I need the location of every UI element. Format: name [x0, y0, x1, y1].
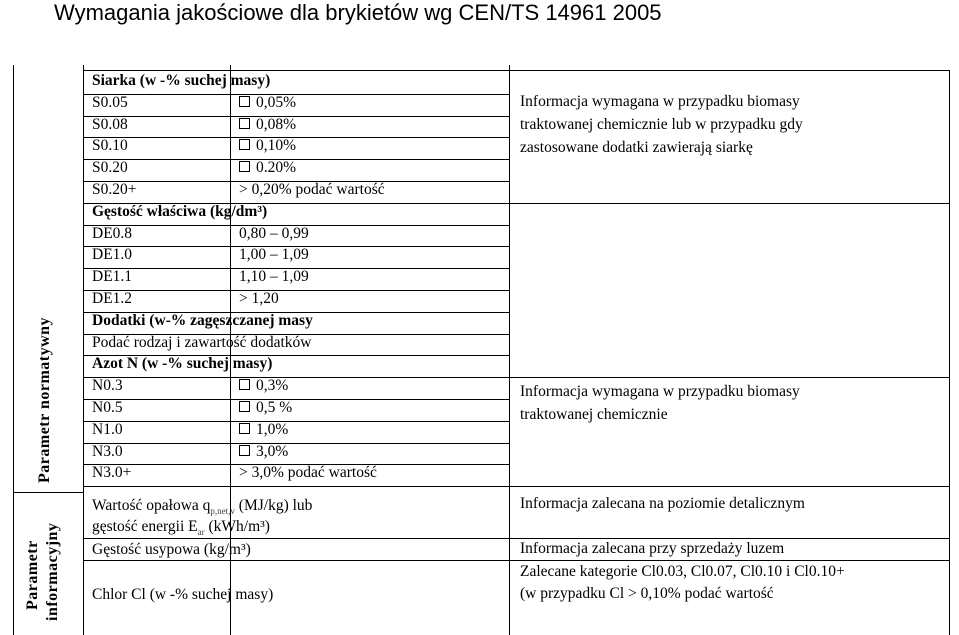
table-row-label: S0.10: [92, 137, 128, 155]
table-row-value-text: 1,10 – 1,09: [239, 268, 309, 286]
calorific-unit: (MJ/kg) lub: [238, 497, 313, 514]
table-row-label: Dodatki (w-% zagęszczanej masy: [92, 311, 313, 329]
table-border-column-3: [509, 65, 510, 635]
side-label-informative-1: Parametr: [24, 540, 41, 610]
energy-label-text: gęstość energii E: [92, 518, 198, 535]
table-row-label: N3.0: [92, 442, 123, 460]
energy-unit: (kWh/m³): [208, 518, 270, 535]
table-row-value-text: > 1,20: [239, 290, 279, 307]
calorific-note: Informacja zalecana na poziomie detalicznym: [520, 495, 805, 512]
checkbox-square-icon: [239, 139, 250, 150]
table-row-label: S0.05: [92, 93, 128, 111]
table-row-value: [239, 93, 296, 113]
table-border-left: [13, 65, 14, 635]
table-row-label: Gęstość właściwa (kg/dm³): [92, 202, 268, 220]
note-column-line: [509, 203, 950, 204]
table-row-label: N0.3: [92, 377, 123, 395]
row-line: [83, 116, 510, 117]
table-row-value-text: 0,80 – 0,99: [239, 224, 309, 242]
table-row-value: [239, 420, 288, 440]
row-line: [83, 377, 510, 378]
row-line: [83, 486, 510, 487]
table-row-value: [239, 136, 296, 156]
bulk-density-label: Gęstość usypowa (kg/m³): [92, 541, 251, 558]
sulfur-note-line-1: Informacja wymagana w przypadku biomasy: [520, 93, 800, 110]
row-line: [83, 159, 510, 160]
energy-subscript: ar: [197, 527, 205, 538]
table-row-value: [239, 289, 279, 309]
sulfur-note-line-3: zastosowane dodatki zawierają siarkę: [520, 139, 753, 156]
row-line: [83, 137, 510, 138]
table-row-label: N0.5: [92, 399, 123, 416]
checkbox-square-icon: [239, 161, 250, 172]
table-row-label: N3.0+: [92, 464, 132, 482]
table-row-label: DE1.1: [92, 268, 133, 286]
checkbox-square-icon: [239, 96, 250, 107]
table-row-value: [239, 224, 309, 244]
table-row-label: N1.0: [92, 420, 123, 438]
table-row-label: Siarka (w -% suchej masy): [92, 72, 271, 89]
table-row-label: S0.20+: [92, 181, 137, 198]
chlorine-note-line-2: (w przypadku Cl > 0,10% podać wartość: [520, 585, 774, 602]
checkbox-square-icon: [239, 423, 250, 434]
table-row-label: Azot N (w -% suchej masy): [92, 355, 273, 373]
side-label-normative: Parametr normatywny: [36, 316, 53, 483]
table-row-value: [239, 267, 309, 287]
table-row-value-text: > 3,0% podać wartość: [239, 464, 377, 482]
table-row-value-text: > 0,20% podać wartość: [239, 181, 385, 198]
table-row-label: Podać rodzaj i zawartość dodatków: [92, 333, 312, 351]
chlorine-label: Chlor Cl (w -% suchej masy): [92, 586, 274, 603]
page-title: Wymagania jakościowe dla brykietów wg CEN/TS 14961 2005: [54, 0, 662, 25]
table-row-value: [239, 158, 296, 178]
side-separator: [13, 492, 84, 493]
row-line: [83, 290, 510, 291]
nitrogen-note-line-2: traktowanej chemicznie: [520, 406, 668, 423]
table-row-value: [239, 115, 296, 135]
checkbox-square-icon: [239, 445, 250, 456]
table-row-value: [239, 442, 288, 462]
table-row-value-text: 0,5 %: [256, 399, 293, 416]
table-row-value: [239, 376, 288, 396]
table-row-value: [239, 463, 377, 483]
side-label-informative-2: informacyjny: [44, 522, 61, 621]
table-row-label: DE1.2: [92, 290, 133, 307]
table-row-label: DE1.0: [92, 246, 133, 264]
table-row-value: [239, 245, 309, 265]
row-line: [83, 421, 510, 422]
table-row-value-text: 0,08%: [256, 115, 297, 133]
row-line-bulk: [83, 560, 950, 561]
checkbox-square-icon: [239, 401, 250, 412]
bulk-density-note: Informacja zalecana przy sprzedaży luzem: [520, 540, 785, 557]
table-row-value: [239, 180, 385, 200]
table-row-value-text: 0,10%: [256, 137, 297, 155]
row-line: [83, 94, 510, 95]
note-column-line: [509, 486, 950, 487]
sulfur-note-line-2: traktowanej chemicznie lub w przypadku gdy: [520, 116, 803, 133]
table-row-value-text: 0,3%: [256, 377, 289, 395]
table-row-label: DE0.8: [92, 224, 133, 242]
checkbox-square-icon: [239, 379, 250, 390]
table-row-label: S0.20: [92, 159, 128, 177]
table-row-value: [239, 398, 292, 418]
checkbox-square-icon: [239, 118, 250, 129]
calorific-subscript: p,net,v: [210, 506, 235, 517]
table-row-value-text: 1,0%: [256, 420, 289, 438]
row-line: [83, 443, 510, 444]
table-row-value-text: 1,00 – 1,09: [239, 246, 309, 264]
note-column-line: [509, 377, 950, 378]
table-border-column-1: [83, 65, 84, 635]
table-row-value-text: 0,05%: [256, 93, 297, 111]
calorific-label-text: Wartość opałowa q: [92, 497, 211, 514]
table-row-label: S0.08: [92, 115, 128, 133]
nitrogen-note-line-1: Informacja wymagana w przypadku biomasy: [520, 383, 800, 400]
row-line: [83, 399, 510, 400]
chlorine-note-line-1: Zalecane kategorie Cl0.03, Cl0.07, Cl0.10 i Cl0.10+: [520, 563, 845, 580]
table-border-right: [949, 70, 950, 635]
table-row-value-text: 3,0%: [256, 442, 289, 460]
quality-table: [0, 65, 959, 635]
row-line-calorific: [83, 538, 950, 539]
table-row-value-text: 0.20%: [256, 159, 297, 177]
